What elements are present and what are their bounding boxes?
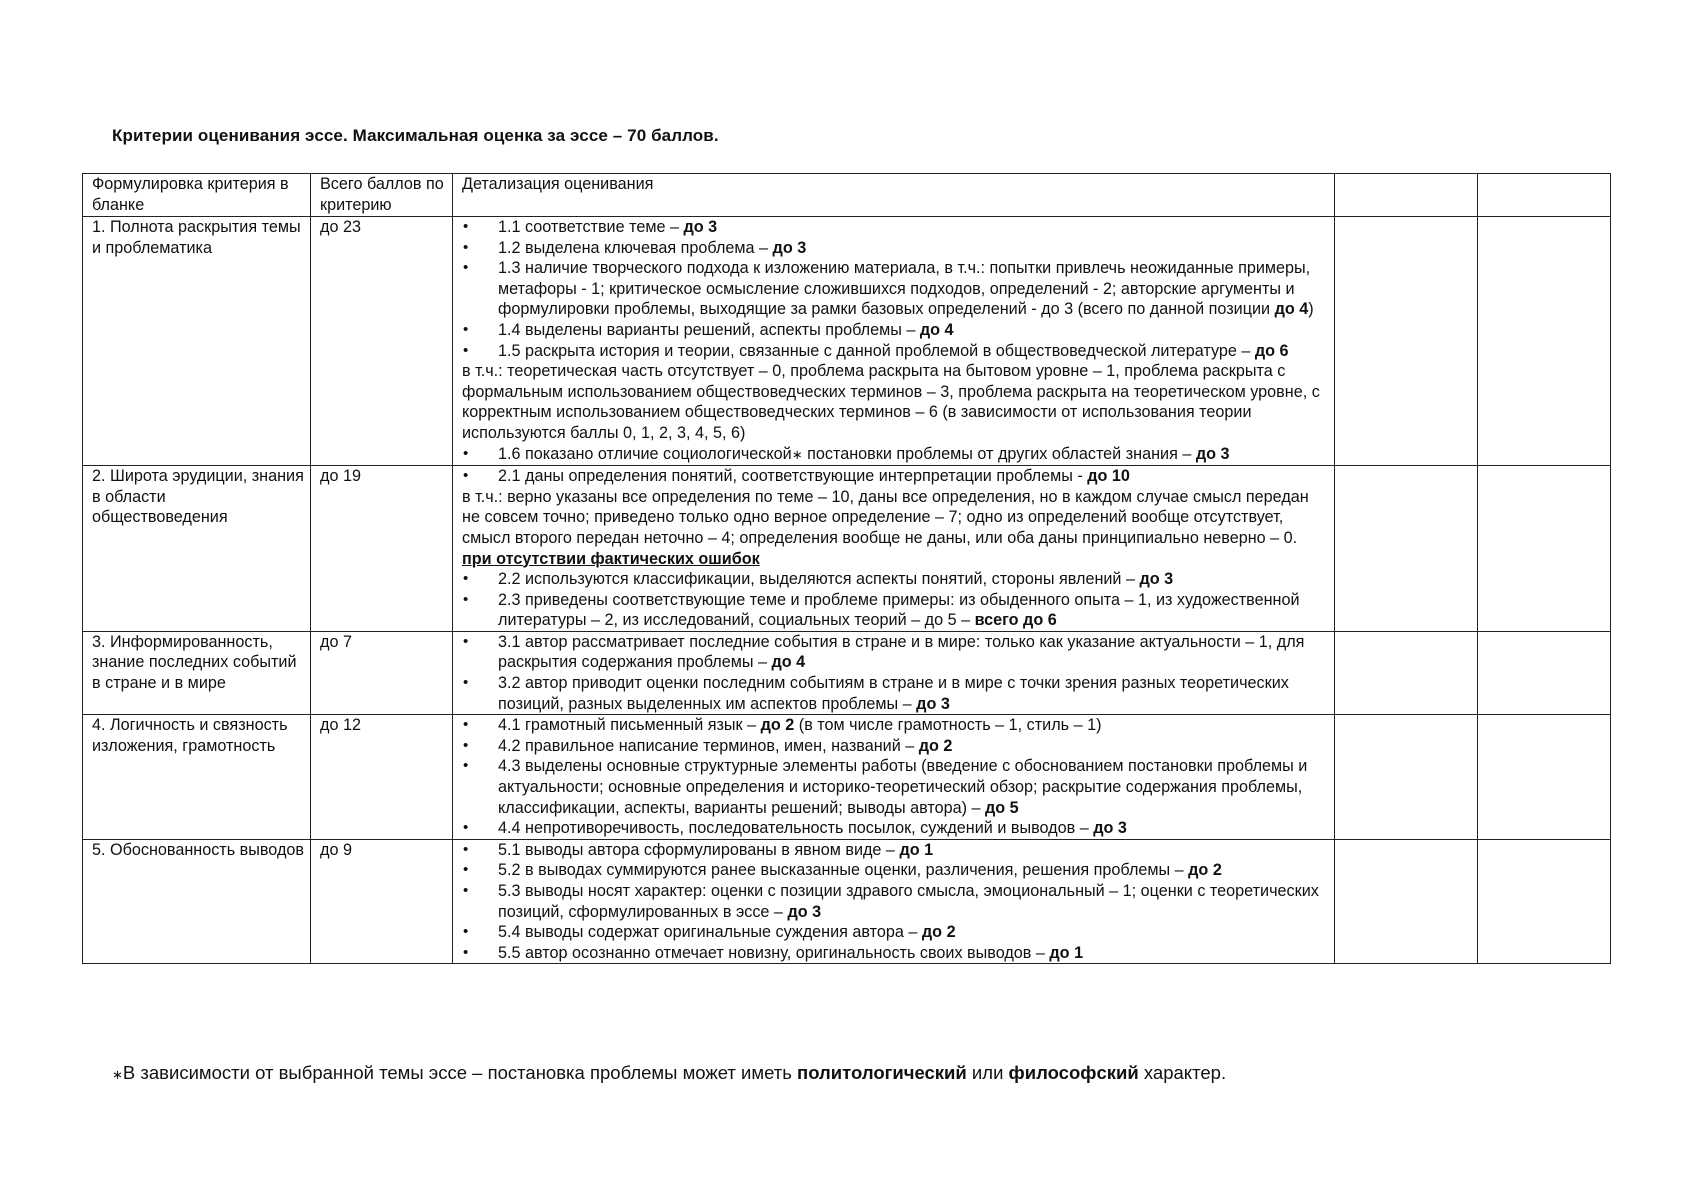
- list-item: • 2.3 приведены соответствующие теме и проблеме примеры: из обыденного опыта – 1, из художественной литературы – 2, из исследований, социальных теорий – до 5 – всего до 6: [462, 590, 1328, 631]
- list-item: • 4.1 грамотный письменный язык – до 2 (в том числе грамотность – 1, стиль – 1): [462, 715, 1328, 736]
- criterion-points: до 12: [311, 715, 453, 840]
- detail-note: в т.ч.: теоретическая часть отсутствует – 0, проблема раскрыта на бытовом уровне – 1, проблема раскрыта с формальным использованием обществоведческих терминов – 3, проблема раскрыта на теоретическом уровне, с корректным использованием обществоведческих терминов – 6 (в зависимости от использования теории используются баллы 0, 1, 2, 3, 4, 5, 6): [462, 362, 1320, 442]
- criterion-name: 2. Широта эрудиции, знания в области обществоведения: [83, 466, 311, 632]
- empty-cell: [1478, 466, 1611, 632]
- criterion-detail: [453, 839, 1335, 964]
- criterion-name: 4. Логичность и связность изложения, грамотность: [83, 715, 311, 840]
- criterion-name: 3. Информированность, знание последних событий в стране и в мире: [83, 631, 311, 714]
- header-empty-col4: [1335, 174, 1478, 217]
- list-item: • 5.5 автор осознанно отмечает новизну, оригинальность своих выводов – до 1: [462, 943, 1328, 964]
- list-item: • 3.2 автор приводит оценки последним событиям в стране и в мире с точки зрения разных теоретических позиций, разных выделенных им аспектов проблемы – до 3: [462, 673, 1328, 714]
- detail-condition: при отсутствии фактических ошибок: [462, 549, 760, 568]
- criterion-points: до 7: [311, 631, 453, 714]
- empty-cell: [1335, 631, 1478, 714]
- footnote-mark: ∗: [112, 1067, 123, 1082]
- criteria-table: [82, 173, 1611, 964]
- header-points: Всего баллов по критерию: [311, 174, 453, 217]
- detail-note: в т.ч.: верно указаны все определения по теме – 10, даны все определения, но в каждом случае смысл передан не совсем точно; приведено только одно верное определение – 7; одно из определений вообще отсутствует, смысл второго передан неточно – 4; определения вообще не даны, или оба даны принципиально неверно – 0.: [462, 487, 1309, 547]
- empty-cell: [1478, 631, 1611, 714]
- footnote-mark: ∗: [791, 446, 803, 462]
- list-item: • 1.1 соответствие теме – до 3: [462, 217, 1328, 238]
- empty-cell: [1335, 466, 1478, 632]
- table-row: [83, 217, 1611, 466]
- list-item: • 4.3 выделены основные структурные элементы работы (введение с обоснованием постановки проблемы и актуальности; основные определения и историко-теоретический обзор; раскрытие содержания проблемы, классификации, аспекты, варианты решений; выводы автора) – до 5: [462, 756, 1328, 818]
- table-row: [83, 466, 1611, 632]
- criterion-name: 5. Обоснованность выводов: [83, 839, 311, 964]
- table-row: [83, 631, 1611, 714]
- list-item: • 1.4 выделены варианты решений, аспекты проблемы – до 4: [462, 320, 1328, 341]
- list-item: • 5.3 выводы носят характер: оценки с позиции здравого смысла, эмоциональный – 1; оценки с теоретических позиций, сформулированных в эссе – до 3: [462, 881, 1328, 922]
- table-row: [83, 839, 1611, 964]
- list-item: • 4.4 непротиворечивость, последовательность посылок, суждений и выводов – до 3: [462, 818, 1328, 839]
- list-item: • 4.2 правильное написание терминов, имен, названий – до 2: [462, 736, 1328, 757]
- header-detail: Детализация оценивания: [453, 174, 1335, 217]
- empty-cell: [1478, 217, 1611, 466]
- page-title: Критерии оценивания эссе. Максимальная оценка за эссе – 70 баллов.: [112, 126, 719, 145]
- list-item: • 2.2 используются классификации, выделяются аспекты понятий, стороны явлений – до 3: [462, 569, 1328, 590]
- empty-cell: [1478, 839, 1611, 964]
- footnote: ∗В зависимости от выбранной темы эссе – постановка проблемы может иметь политологический или философский характер.: [112, 1062, 1227, 1083]
- header-criterion: Формулировка критерия в бланке: [83, 174, 311, 217]
- criterion-detail: [453, 217, 1335, 466]
- empty-cell: [1478, 715, 1611, 840]
- list-item: • 1.6 показано отличие социологической∗ постановки проблемы от других областей знания – до 3: [462, 444, 1328, 466]
- list-item: • 5.1 выводы автора сформулированы в явном виде – до 1: [462, 840, 1328, 861]
- table-row: [83, 715, 1611, 840]
- list-item: • 5.2 в выводах суммируются ранее высказанные оценки, различения, решения проблемы – до 2: [462, 860, 1328, 881]
- list-item: • 1.5 раскрыта история и теории, связанные с данной проблемой в обществоведческой литературе – до 6: [462, 341, 1328, 362]
- criterion-points: до 9: [311, 839, 453, 964]
- empty-cell: [1335, 839, 1478, 964]
- criterion-points: до 19: [311, 466, 453, 632]
- table-header-row: [83, 174, 1611, 217]
- list-item: • 1.3 наличие творческого подхода к изложению материала, в т.ч.: попытки привлечь неожиданные примеры, метафоры - 1; критическое осмысление сложившихся подходов, определений - 2; авторские аргументы и формулировки проблемы, выходящие за рамки базовых определений - до 3 (всего по данной позиции до 4): [462, 258, 1328, 320]
- empty-cell: [1335, 715, 1478, 840]
- criterion-detail: [453, 631, 1335, 714]
- criterion-points: до 23: [311, 217, 453, 466]
- list-item: • 1.2 выделена ключевая проблема – до 3: [462, 238, 1328, 259]
- criterion-detail: [453, 466, 1335, 632]
- criterion-detail: [453, 715, 1335, 840]
- list-item: • 5.4 выводы содержат оригинальные суждения автора – до 2: [462, 922, 1328, 943]
- list-item: • 3.1 автор рассматривает последние события в стране и в мире: только как указание актуальности – 1, для раскрытия содержания проблемы – до 4: [462, 632, 1328, 673]
- list-item: • 2.1 даны определения понятий, соответствующие интерпретации проблемы - до 10: [462, 466, 1328, 487]
- header-empty-col5: [1478, 174, 1611, 217]
- criterion-name: 1. Полнота раскрытия темы и проблематика: [83, 217, 311, 466]
- empty-cell: [1335, 217, 1478, 466]
